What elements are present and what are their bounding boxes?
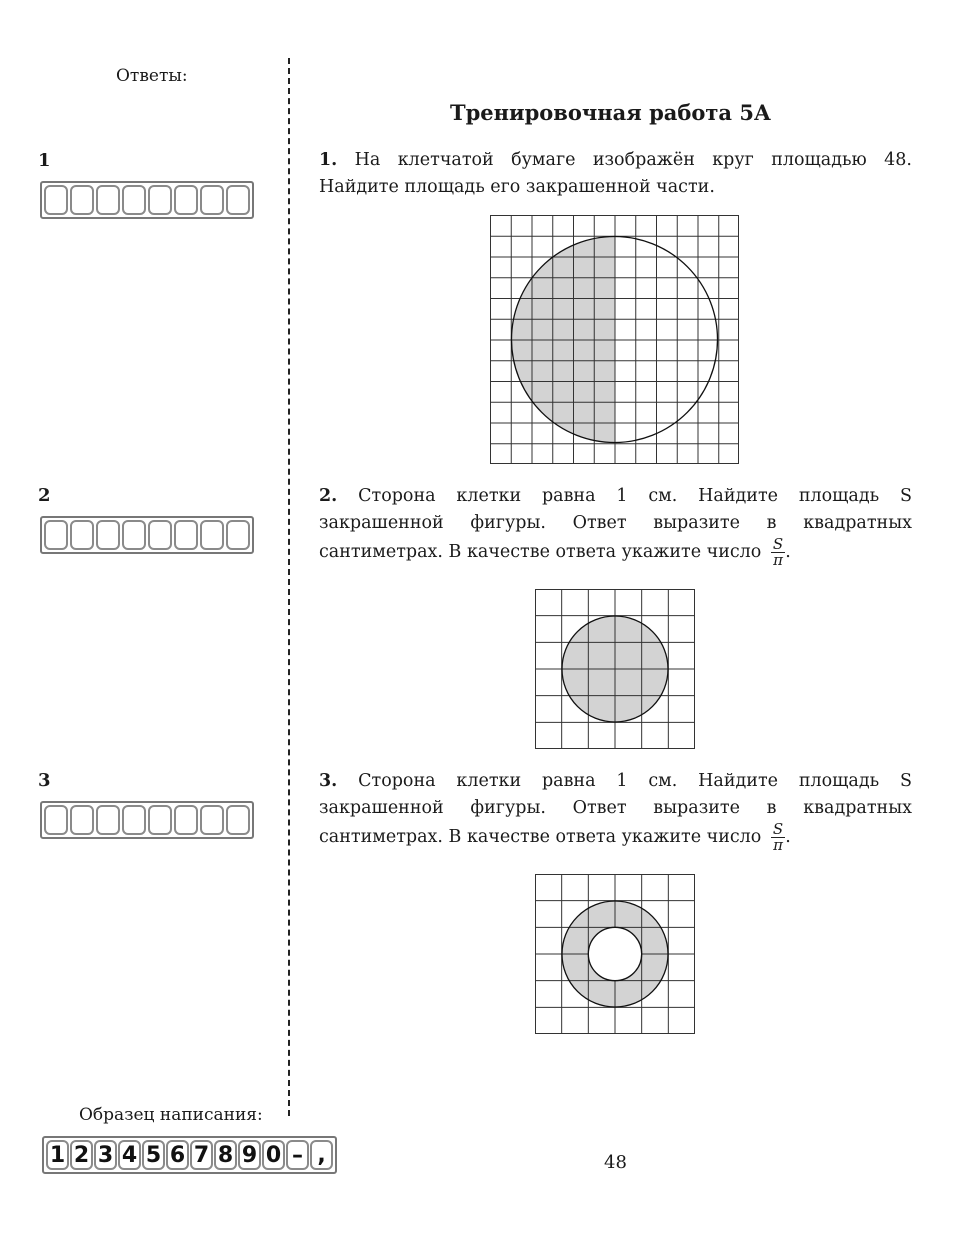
task-2 [319,483,912,568]
answer-cell[interactable] [44,185,68,215]
task-2-end: . [785,542,791,562]
answer-boxes-3[interactable] [40,801,254,839]
answer-cell[interactable] [122,805,146,835]
answer-cell[interactable] [96,805,120,835]
answer-cell[interactable] [148,520,172,550]
answer-cell[interactable] [148,805,172,835]
task-3-end: . [785,827,791,847]
sample-label: Образец написания: [79,1105,263,1125]
answer-cell[interactable] [174,805,198,835]
sample-char: 7 [190,1140,213,1170]
answer-cell[interactable] [200,805,224,835]
answer-cell[interactable] [70,185,94,215]
task-3-text: Сторона клетки равна 1 см. Найдите площадь S закрашенной фигуры. Ответ выразите в квадратных сантиметрах. В качестве ответа укажите число [319,771,912,847]
sample-char: 9 [238,1140,261,1170]
answer-cell[interactable] [174,185,198,215]
sample-char: , [310,1140,333,1170]
answer-number-1: 1 [38,150,51,171]
task-3 [319,768,912,853]
answer-cell[interactable] [226,520,250,550]
task-3-fraction [771,822,785,853]
fraction-numerator: S [772,535,784,553]
answer-cell[interactable] [96,520,120,550]
answer-cell[interactable] [226,805,250,835]
sample-char: 4 [118,1140,141,1170]
answer-cell[interactable] [200,185,224,215]
figure-1-grid-lines [490,215,739,464]
figure-2-grid-lines [535,589,695,749]
figure-1-grid [490,215,739,464]
fraction-numerator: S [772,820,784,838]
sample-char: 5 [142,1140,165,1170]
answer-number-3: 3 [38,770,51,791]
answer-cell[interactable] [70,805,94,835]
sample-char: 2 [70,1140,93,1170]
answer-cell[interactable] [122,520,146,550]
sample-char: 6 [166,1140,189,1170]
fraction-denominator: π [773,836,783,854]
task-2-fraction [771,537,785,568]
answer-cell[interactable] [44,520,68,550]
sample-char: – [286,1140,309,1170]
page-number: 48 [604,1152,627,1173]
answer-cell[interactable] [148,185,172,215]
task-1-text: На клетчатой бумаге изображён круг площадью 48. Найдите площадь его закрашенной части. [319,150,912,197]
sample-char: 0 [262,1140,285,1170]
fraction-denominator: π [773,551,783,569]
figure-2-grid [535,589,695,749]
task-1-number: 1. [319,150,338,170]
sample-writing-boxes [42,1136,337,1174]
page-title: Тренировочная работа 5А [450,100,772,125]
answer-cell[interactable] [70,520,94,550]
answers-label: Ответы: [116,66,188,86]
sample-char: 8 [214,1140,237,1170]
answer-cell[interactable] [44,805,68,835]
answer-number-2: 2 [38,485,51,506]
answer-cell[interactable] [174,520,198,550]
sample-char: 1 [46,1140,69,1170]
answer-cell[interactable] [200,520,224,550]
figure-3-grid [535,874,695,1034]
answer-boxes-1[interactable] [40,181,254,219]
task-2-number: 2. [319,486,338,506]
answer-cell[interactable] [226,185,250,215]
answer-boxes-2[interactable] [40,516,254,554]
task-1 [319,147,912,201]
sample-char: 3 [94,1140,117,1170]
task-2-text: Сторона клетки равна 1 см. Найдите площадь S закрашенной фигуры. Ответ выразите в квадратных сантиметрах. В качестве ответа укажите число [319,486,912,562]
answer-cell[interactable] [96,185,120,215]
task-3-number: 3. [319,771,338,791]
page-divider [288,58,290,1116]
answer-cell[interactable] [122,185,146,215]
figure-3-inner-circle [588,927,641,980]
